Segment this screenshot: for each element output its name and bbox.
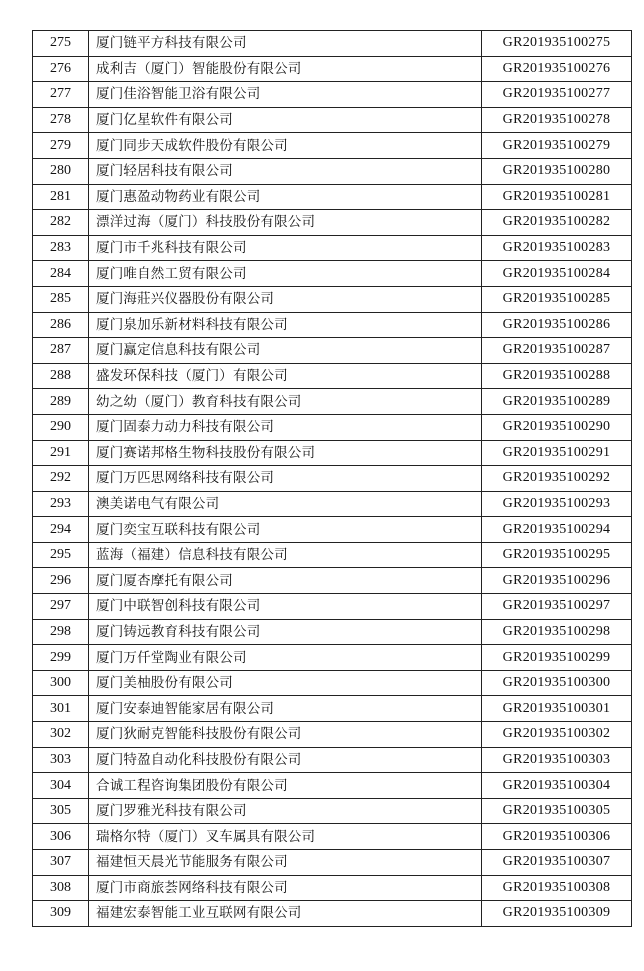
certificate-code-cell: GR201935100296 bbox=[482, 568, 632, 594]
table-row bbox=[33, 133, 632, 159]
table-row bbox=[33, 517, 632, 543]
certificate-code-cell: GR201935100292 bbox=[482, 466, 632, 492]
company-name-cell: 厦门轻居科技有限公司 bbox=[89, 158, 482, 184]
table-row bbox=[33, 594, 632, 620]
row-number-cell: 291 bbox=[33, 440, 89, 466]
row-number-cell: 301 bbox=[33, 696, 89, 722]
company-name-cell: 厦门海莊兴仪器股份有限公司 bbox=[89, 286, 482, 312]
table-row bbox=[33, 31, 632, 57]
row-number-cell: 292 bbox=[33, 466, 89, 492]
company-name-cell: 厦门万匹思网络科技有限公司 bbox=[89, 466, 482, 492]
certificate-code-cell: GR201935100307 bbox=[482, 850, 632, 876]
certificate-code-cell: GR201935100278 bbox=[482, 107, 632, 133]
row-number-cell: 297 bbox=[33, 594, 89, 620]
certificate-code-cell: GR201935100308 bbox=[482, 875, 632, 901]
table-row bbox=[33, 107, 632, 133]
row-number-cell: 300 bbox=[33, 670, 89, 696]
certificate-code-cell: GR201935100275 bbox=[482, 31, 632, 57]
certificate-code-cell: GR201935100293 bbox=[482, 491, 632, 517]
table-row bbox=[33, 389, 632, 415]
table-row bbox=[33, 312, 632, 338]
certificate-code-cell: GR201935100288 bbox=[482, 363, 632, 389]
company-name-cell: 幼之幼（厦门）教育科技有限公司 bbox=[89, 389, 482, 415]
row-number-cell: 303 bbox=[33, 747, 89, 773]
row-number-cell: 289 bbox=[33, 389, 89, 415]
company-name-cell: 厦门罗雅光科技有限公司 bbox=[89, 798, 482, 824]
certificate-code-cell: GR201935100306 bbox=[482, 824, 632, 850]
row-number-cell: 281 bbox=[33, 184, 89, 210]
company-name-cell: 澳美诺电气有限公司 bbox=[89, 491, 482, 517]
row-number-cell: 290 bbox=[33, 414, 89, 440]
row-number-cell: 284 bbox=[33, 261, 89, 287]
company-name-cell: 厦门泉加乐新材料科技有限公司 bbox=[89, 312, 482, 338]
company-name-cell: 厦门赛诺邦格生物科技股份有限公司 bbox=[89, 440, 482, 466]
company-name-cell: 合诚工程咨询集团股份有限公司 bbox=[89, 773, 482, 799]
certificate-code-cell: GR201935100299 bbox=[482, 645, 632, 671]
certificate-code-cell: GR201935100294 bbox=[482, 517, 632, 543]
row-number-cell: 279 bbox=[33, 133, 89, 159]
row-number-cell: 298 bbox=[33, 619, 89, 645]
certificate-code-cell: GR201935100281 bbox=[482, 184, 632, 210]
row-number-cell: 275 bbox=[33, 31, 89, 57]
row-number-cell: 306 bbox=[33, 824, 89, 850]
certificate-code-cell: GR201935100304 bbox=[482, 773, 632, 799]
certificate-code-cell: GR201935100300 bbox=[482, 670, 632, 696]
certificate-code-cell: GR201935100305 bbox=[482, 798, 632, 824]
row-number-cell: 283 bbox=[33, 235, 89, 261]
table-row bbox=[33, 542, 632, 568]
company-name-cell: 厦门中联智创科技有限公司 bbox=[89, 594, 482, 620]
table-row bbox=[33, 773, 632, 799]
certificate-code-cell: GR201935100290 bbox=[482, 414, 632, 440]
table-row bbox=[33, 901, 632, 927]
certificate-code-cell: GR201935100279 bbox=[482, 133, 632, 159]
table-row bbox=[33, 798, 632, 824]
certificate-code-cell: GR201935100309 bbox=[482, 901, 632, 927]
table-row bbox=[33, 261, 632, 287]
row-number-cell: 305 bbox=[33, 798, 89, 824]
table-row bbox=[33, 338, 632, 364]
row-number-cell: 299 bbox=[33, 645, 89, 671]
table-row bbox=[33, 875, 632, 901]
company-name-cell: 厦门固泰力动力科技有限公司 bbox=[89, 414, 482, 440]
row-number-cell: 308 bbox=[33, 875, 89, 901]
row-number-cell: 278 bbox=[33, 107, 89, 133]
certificate-code-cell: GR201935100284 bbox=[482, 261, 632, 287]
row-number-cell: 302 bbox=[33, 722, 89, 748]
certificate-code-cell: GR201935100287 bbox=[482, 338, 632, 364]
table-row bbox=[33, 850, 632, 876]
table-row bbox=[33, 670, 632, 696]
table-row bbox=[33, 363, 632, 389]
certificate-code-cell: GR201935100301 bbox=[482, 696, 632, 722]
certificate-code-cell: GR201935100285 bbox=[482, 286, 632, 312]
company-name-cell: 成利吉（厦门）智能股份有限公司 bbox=[89, 56, 482, 82]
table-row bbox=[33, 466, 632, 492]
certificate-code-cell: GR201935100291 bbox=[482, 440, 632, 466]
row-number-cell: 294 bbox=[33, 517, 89, 543]
table-row bbox=[33, 824, 632, 850]
company-name-cell: 福建恒天晨光节能服务有限公司 bbox=[89, 850, 482, 876]
company-name-cell: 蓝海（福建）信息科技有限公司 bbox=[89, 542, 482, 568]
company-list-sheet bbox=[32, 30, 628, 927]
row-number-cell: 285 bbox=[33, 286, 89, 312]
certificate-code-cell: GR201935100277 bbox=[482, 82, 632, 108]
row-number-cell: 296 bbox=[33, 568, 89, 594]
company-name-cell: 厦门赢定信息科技有限公司 bbox=[89, 338, 482, 364]
company-name-cell: 厦门奕宝互联科技有限公司 bbox=[89, 517, 482, 543]
table-row bbox=[33, 491, 632, 517]
company-name-cell: 厦门美柚股份有限公司 bbox=[89, 670, 482, 696]
certificate-code-cell: GR201935100297 bbox=[482, 594, 632, 620]
certificate-code-cell: GR201935100282 bbox=[482, 210, 632, 236]
table-row bbox=[33, 747, 632, 773]
company-name-cell: 厦门安泰迪智能家居有限公司 bbox=[89, 696, 482, 722]
company-name-cell: 厦门狄耐克智能科技股份有限公司 bbox=[89, 722, 482, 748]
certificate-code-cell: GR201935100283 bbox=[482, 235, 632, 261]
certificate-code-cell: GR201935100303 bbox=[482, 747, 632, 773]
company-name-cell: 厦门厦杏摩托有限公司 bbox=[89, 568, 482, 594]
company-name-cell: 厦门链平方科技有限公司 bbox=[89, 31, 482, 57]
row-number-cell: 277 bbox=[33, 82, 89, 108]
table-row bbox=[33, 158, 632, 184]
table-row bbox=[33, 56, 632, 82]
row-number-cell: 304 bbox=[33, 773, 89, 799]
table-row bbox=[33, 568, 632, 594]
company-name-cell: 福建宏泰智能工业互联网有限公司 bbox=[89, 901, 482, 927]
certificate-code-cell: GR201935100302 bbox=[482, 722, 632, 748]
table-row bbox=[33, 82, 632, 108]
company-name-cell: 盛发环保科技（厦门）有限公司 bbox=[89, 363, 482, 389]
row-number-cell: 295 bbox=[33, 542, 89, 568]
table-row bbox=[33, 440, 632, 466]
company-name-cell: 厦门佳浴智能卫浴有限公司 bbox=[89, 82, 482, 108]
row-number-cell: 293 bbox=[33, 491, 89, 517]
table-row bbox=[33, 184, 632, 210]
company-name-cell: 厦门惠盈动物药业有限公司 bbox=[89, 184, 482, 210]
table-row bbox=[33, 210, 632, 236]
table-body bbox=[33, 31, 632, 927]
certificate-code-cell: GR201935100276 bbox=[482, 56, 632, 82]
company-name-cell: 厦门唯自然工贸有限公司 bbox=[89, 261, 482, 287]
row-number-cell: 276 bbox=[33, 56, 89, 82]
company-name-cell: 厦门亿星软件有限公司 bbox=[89, 107, 482, 133]
row-number-cell: 309 bbox=[33, 901, 89, 927]
certificate-code-cell: GR201935100289 bbox=[482, 389, 632, 415]
certificate-code-cell: GR201935100280 bbox=[482, 158, 632, 184]
table-row bbox=[33, 286, 632, 312]
company-name-cell: 厦门万仟堂陶业有限公司 bbox=[89, 645, 482, 671]
row-number-cell: 307 bbox=[33, 850, 89, 876]
company-name-cell: 漂洋过海（厦门）科技股份有限公司 bbox=[89, 210, 482, 236]
table-row bbox=[33, 619, 632, 645]
company-name-cell: 厦门同步天成软件股份有限公司 bbox=[89, 133, 482, 159]
company-name-cell: 厦门铸远教育科技有限公司 bbox=[89, 619, 482, 645]
row-number-cell: 282 bbox=[33, 210, 89, 236]
table-row bbox=[33, 414, 632, 440]
company-name-cell: 瑞格尔特（厦门）叉车属具有限公司 bbox=[89, 824, 482, 850]
table-row bbox=[33, 696, 632, 722]
table-row bbox=[33, 645, 632, 671]
company-name-cell: 厦门特盈自动化科技股份有限公司 bbox=[89, 747, 482, 773]
table-row bbox=[33, 235, 632, 261]
company-name-cell: 厦门市千兆科技有限公司 bbox=[89, 235, 482, 261]
company-table bbox=[32, 30, 632, 927]
row-number-cell: 288 bbox=[33, 363, 89, 389]
certificate-code-cell: GR201935100298 bbox=[482, 619, 632, 645]
table-row bbox=[33, 722, 632, 748]
row-number-cell: 286 bbox=[33, 312, 89, 338]
certificate-code-cell: GR201935100295 bbox=[482, 542, 632, 568]
row-number-cell: 287 bbox=[33, 338, 89, 364]
company-name-cell: 厦门市商旅荟网络科技有限公司 bbox=[89, 875, 482, 901]
certificate-code-cell: GR201935100286 bbox=[482, 312, 632, 338]
row-number-cell: 280 bbox=[33, 158, 89, 184]
